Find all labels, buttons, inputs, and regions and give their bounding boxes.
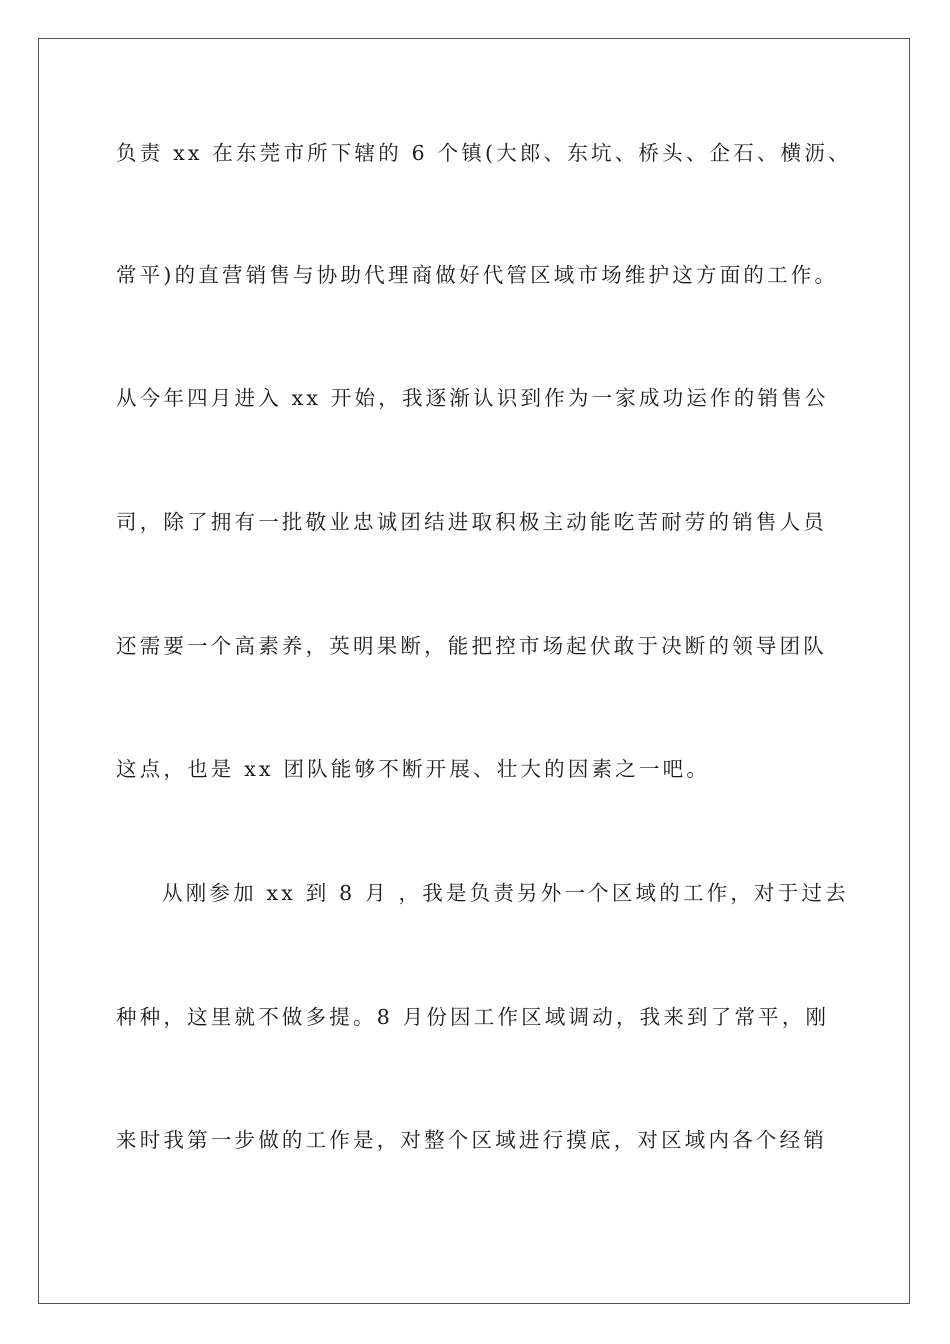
text-line: 还需要一个高素养，英明果断，能把控市场起伏敢于决断的领导团队 [116, 634, 827, 658]
page-border [38, 38, 910, 1304]
text-line: 来时我第一步做的工作是，对整个区域进行摸底，对区域内各个经销 [116, 1128, 827, 1152]
text-line: 司，除了拥有一批敬业忠诚团结进取积极主动能吃苦耐劳的销售人员 [116, 510, 827, 534]
text-line: 从今年四月进入 xx 开始，我逐渐认识到作为一家成功运作的销售公 [116, 386, 829, 410]
text-line: 负责 xx 在东莞市所下辖的 6 个镇(大郎、东坑、桥头、企石、横沥、 [116, 141, 852, 165]
text-line: 这点，也是 xx 团队能够不断开展、壮大的因素之一吧。 [116, 757, 711, 781]
text-line: 种种，这里就不做多提。8 月份因工作区域调动，我来到了常平，刚 [116, 1005, 830, 1029]
text-line: 常平)的直营销售与协助代理商做好代管区域市场维护这方面的工作。 [116, 263, 839, 287]
paragraph-first-line: 从刚参加 xx 到 8 月 ，我是负责另外一个区域的工作，对于过去 [162, 881, 849, 905]
